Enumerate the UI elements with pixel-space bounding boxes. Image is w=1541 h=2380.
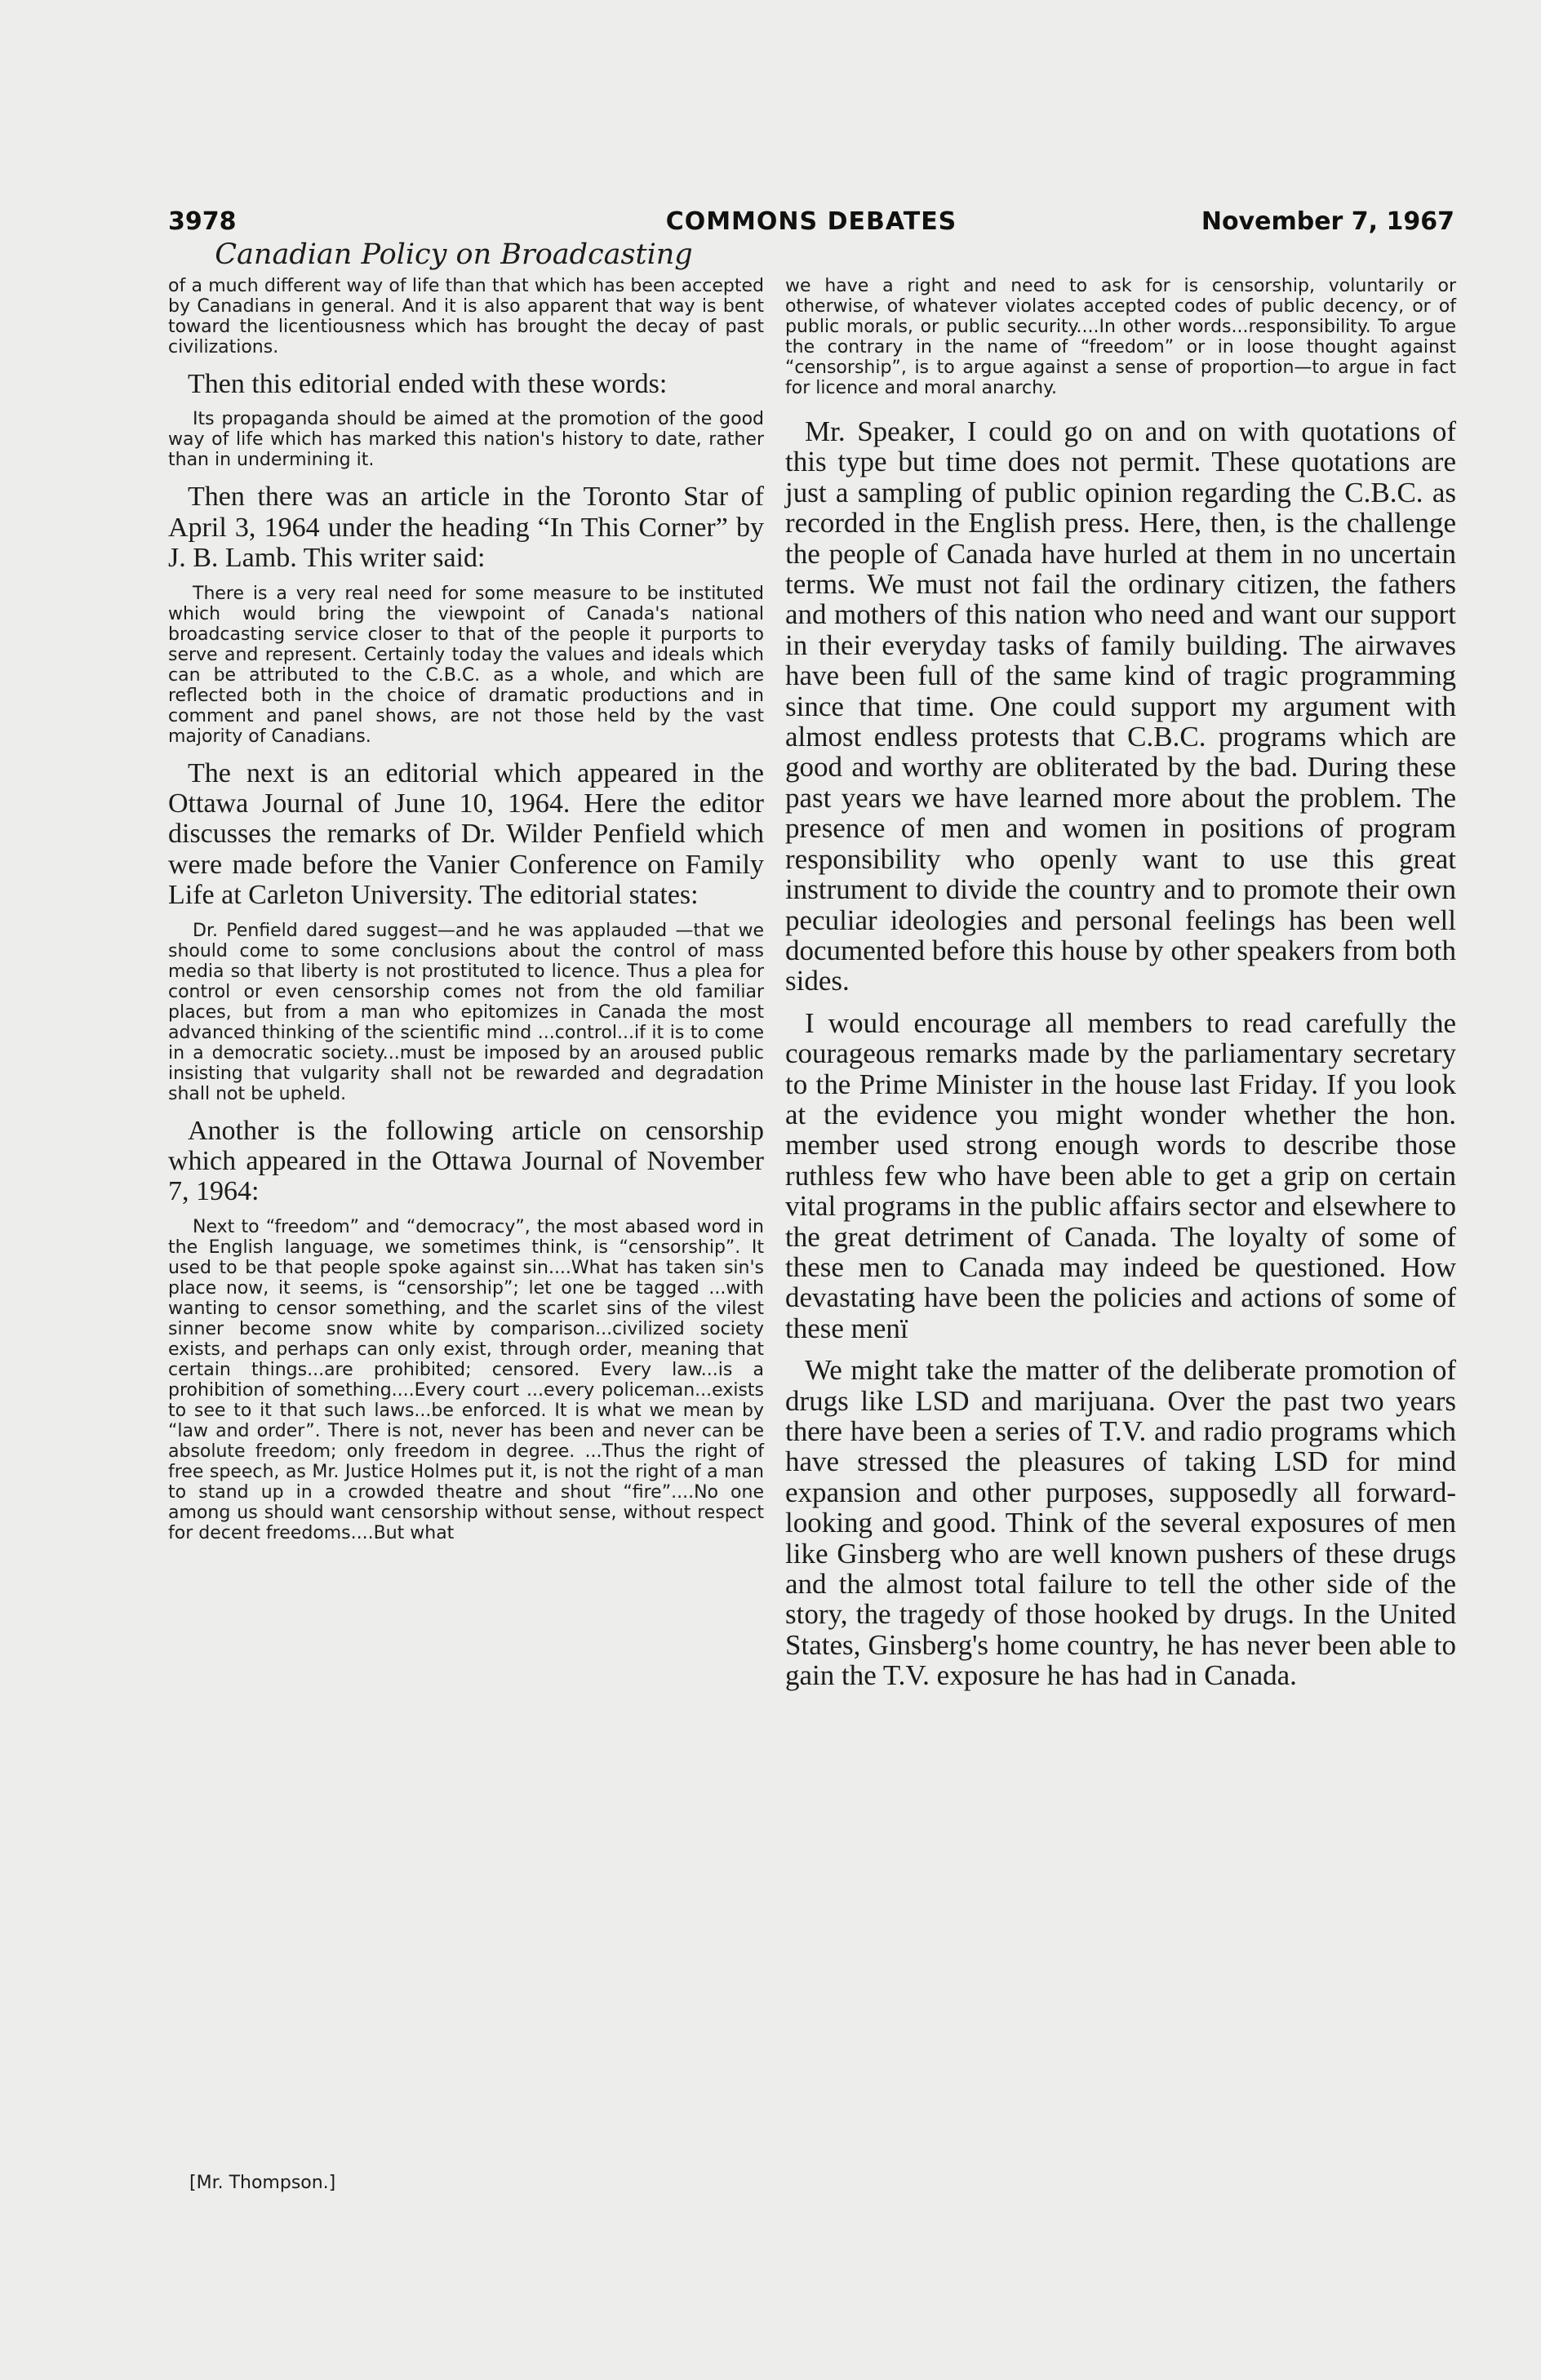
publication-date: November 7, 1967: [1201, 207, 1454, 236]
speech-paragraph: Mr. Speaker, I could go on and on with quotations of this type but time does not permit. These quotations are just a sampling of public opinion regarding the C.B.C. as recorded in the English press. Here, then, is the challenge the people of Canada have hurled at them in no uncertain terms. We must not fail the ordinary citizen, the fathers and mothers of this nation who need and want our support in their everyday tasks of family building. The airwaves have been full of the same kind of tragic programming since that time. One could support my argument with almost endless protests that C.B.C. programs which are good and worthy are obliterated by the bad. During these past years we have learned more about the problem. The presence of men and women in positions of program responsibility who openly want to use this great instrument to divide the country and to promote their own peculiar ideologies and personal feelings has been well documented before this house by other speakers from both sides.: [785, 415, 1456, 997]
right-column: [785, 276, 1456, 1691]
speech-paragraph: The next is an editorial which appeared in the Ottawa Journal of June 10, 1964. Here the editor discusses the remarks of Dr. Wilder Penfield which were made before the Vanier Conference on Family Life at Carleton University. The editorial states:: [168, 757, 764, 911]
quote-paragraph: Its propaganda should be aimed at the promotion of the good way of life which has marked this nation's history to date, rather than in undermining it.: [168, 409, 764, 471]
speech-paragraph: Then this editorial ended with these words:: [188, 369, 668, 399]
speech-paragraph: Then there was an article in the Toronto Star of April 3, 1964 under the heading “In This Corner” by J. B. Lamb. This writer said:: [168, 482, 764, 574]
left-column: [168, 276, 764, 1543]
quote-paragraph: we have a right and need to ask for is censorship, voluntarily or otherwise, of whatever violates accepted codes of public decency, or of public morals, or public security....In other words...responsibility. To argue the contrary in the name of “freedom” or in loose thought against “censorship”, is to argue against a sense of proportion—to argue in fact for licence and moral anarchy.: [785, 276, 1456, 398]
quote-paragraph: There is a very real need for some measure to be instituted which would bring the viewpoint of Canada's national broadcasting service closer to that of the people it purports to serve and represent. Certainly today the values and ideals which can be attributed to the C.B.C. as a whole, and which are reflected both in the choice of dramatic productions and in comment and panel shows, are not those held by the vast majority of Canadians.: [168, 583, 764, 747]
speech-paragraph: I would encourage all members to read carefully the courageous remarks made by the parliamentary secretary to the Prime Minister in the house last Friday. If you look at the evidence you might wonder whether the hon. member used strong enough words to describe those ruthless few who have been able to get a grip on certain vital programs in the public affairs sector and elsewhere to the great detriment of Canada. The loyalty of some of these men to Canada may indeed be questioned. How devastating have been the policies and actions of some of these menï: [785, 1006, 1456, 1344]
page-number: 3978: [168, 207, 237, 236]
speech-paragraph: We might take the matter of the deliberate promotion of drugs like LSD and marijuana. Over the past two years there have been a series of T.V. and radio programs which have stressed the pleasures of taking LSD for mind expansion and other purposes, supposedly all forward-looking and good. Think of the several exposures of men like Ginsberg who are well known pushers of these drugs and the almost total failure to tell the other side of the story, the tragedy of those hooked by drugs. In the United States, Ginsberg's home country, he has never been able to gain the T.V. exposure he has had in Canada.: [785, 1354, 1456, 1692]
page-header: [168, 202, 1454, 242]
quote-paragraph: Dr. Penfield dared suggest—and he was applauded —that we should come to some conclusions about the control of mass media so that liberty is not prostituted to licence. Thus a plea for control or even censorship comes not from the old familiar places, but from a man who epitomizes in Canada the most advanced thinking of the scientific mind ...control...if it is to come in a democratic society...must be imposed by an aroused public insisting that vulgarity shall not be rewarded and degradation shall not be upheld.: [168, 920, 764, 1104]
quote-paragraph: of a much different way of life than that which has been accepted by Canadians in general. And it is also apparent that way is bent toward the licentiousness which has brought the decay of past civilizations.: [168, 276, 764, 357]
speech-paragraph: Another is the following article on censorship which appeared in the Ottawa Journal of November 7, 1964:: [168, 1115, 764, 1207]
publication-title: COMMONS DEBATES: [665, 207, 957, 236]
section-title: Canadian Policy on Broadcasting: [215, 238, 693, 271]
speaker-footer: [Mr. Thompson.]: [189, 2173, 336, 2193]
quote-paragraph: Next to “freedom” and “democracy”, the most abased word in the English language, we sometimes think, is “censorship”. It used to be that people spoke against sin....What has taken sin's place now, it seems, is “censorship”; let one be tagged ...with wanting to censor something, and the scarlet sins of the vilest sinner become snow white by comparison...civilized society exists, and perhaps can only exist, through order, meaning that certain things...are prohibited; censored. Every law...is a prohibition of something....Every court ...every policeman...exists to see to it that such laws...be enforced. It is what we mean by “law and order”. There is not, never has been and never can be absolute freedom; only freedom in degree. ...Thus the right of free speech, as Mr. Justice Holmes put it, is not the right of a man to stand up in a crowded theatre and shout “fire”....No one among us should want censorship without sense, without respect for decent freedoms....But what: [168, 1216, 764, 1543]
